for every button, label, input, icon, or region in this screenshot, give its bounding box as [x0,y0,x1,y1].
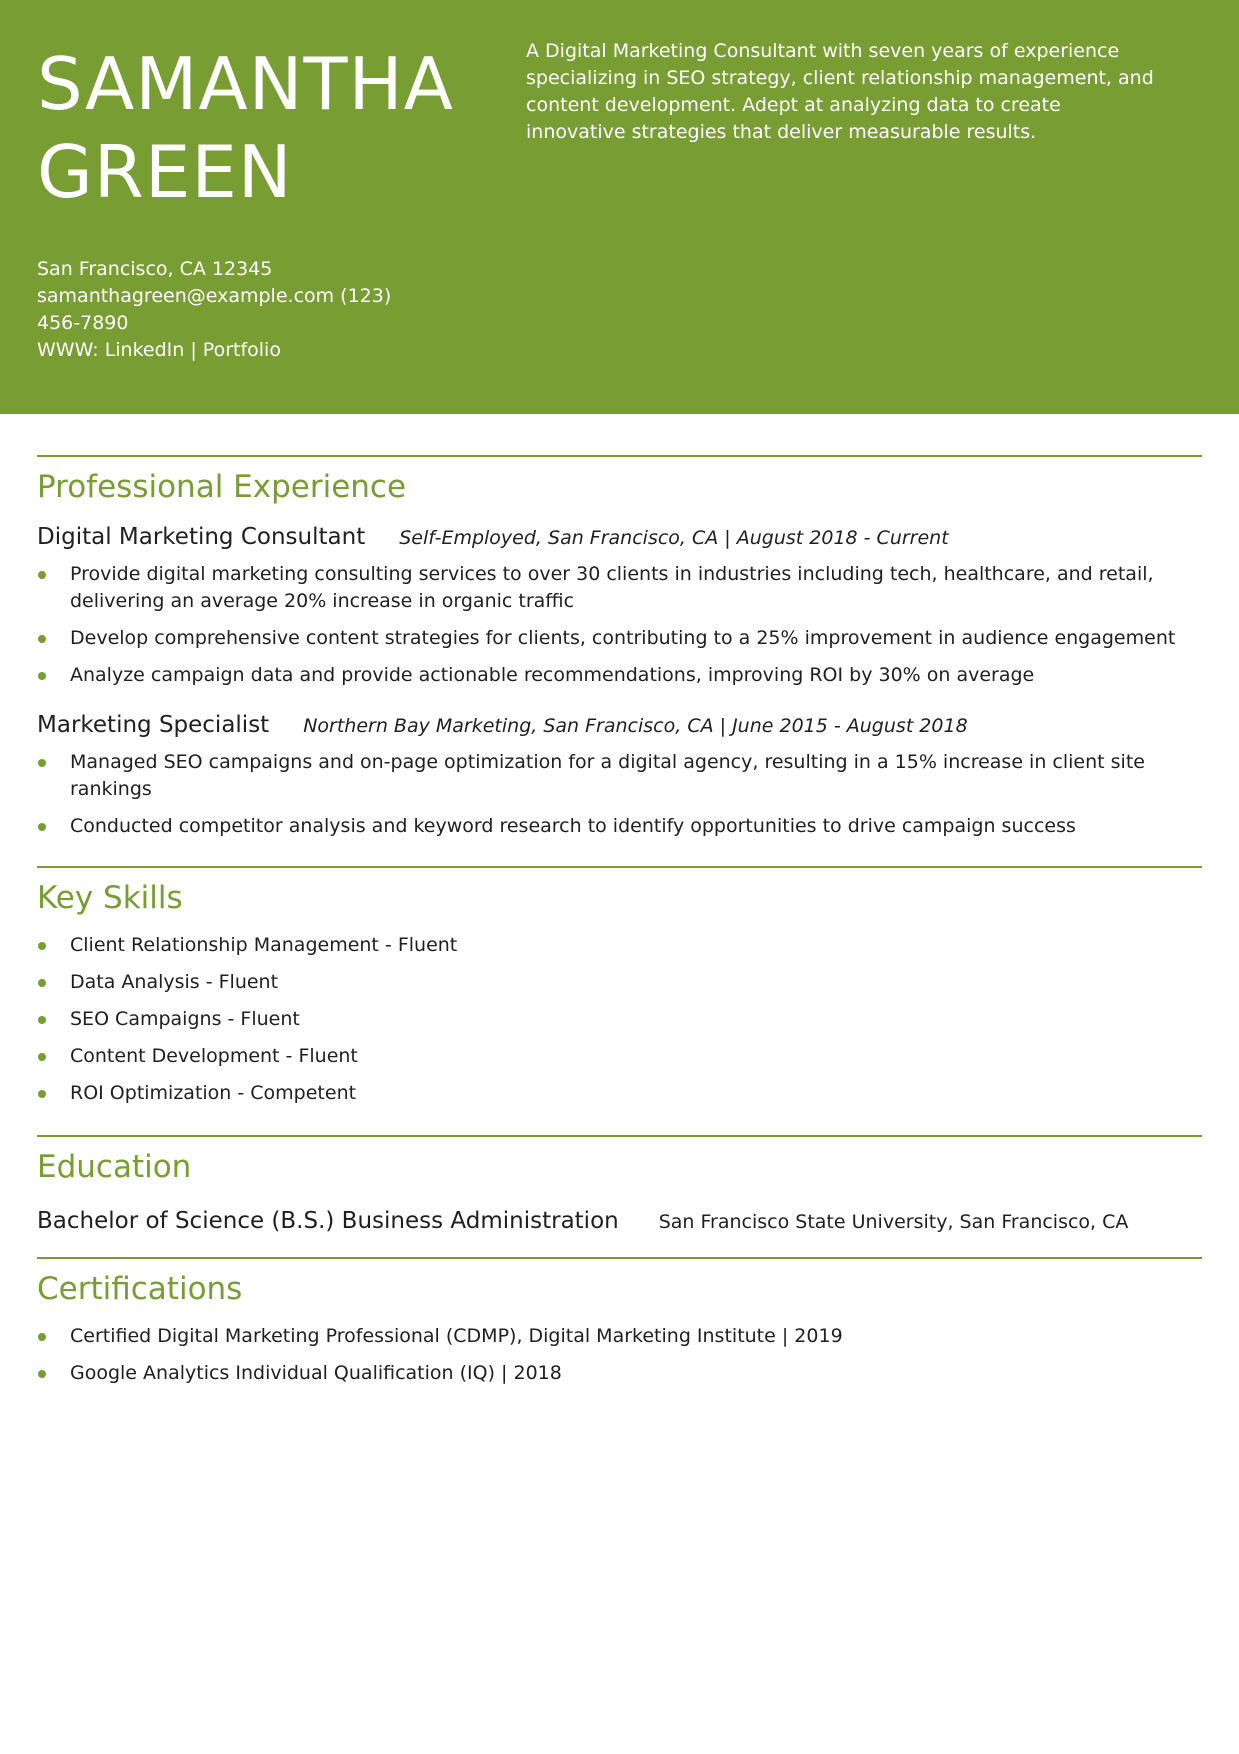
job-title: Digital Marketing Consultant [37,524,366,550]
education-entry [37,1205,1202,1237]
list-item: Develop comprehensive content strategies for clients, contributing to a 25% improvement in audience engagement [37,625,1202,652]
list-item: Provide digital marketing consulting services to over 30 clients in industries including tech, healthcare, and retail, delivering an average 20% increase in organic traffic [37,561,1202,615]
candidate-name [37,40,477,216]
list-item: Client Relationship Management - Fluent [37,932,1202,959]
email-phone: samanthagreen@example.com (123) 456-7890 [37,285,392,334]
last-name: GREEN [37,130,293,214]
list-item: Certified Digital Marketing Professional (CDMP), Digital Marketing Institute | 2019 [37,1323,1202,1350]
job-entry [37,521,1202,689]
skills-section [37,866,1202,1135]
list-item: Managed SEO campaigns and on-page optimization for a digital agency, resulting in a 15% increase in client site rankings [37,749,1202,803]
resume-header [0,0,1239,414]
first-name: SAMANTHA [37,42,454,126]
section-title: Certifications [37,1271,243,1307]
contact-info [37,256,397,364]
certifications-list [37,1323,1202,1387]
section-title: Professional Experience [37,469,407,505]
list-item: SEO Campaigns - Fluent [37,1006,1202,1033]
skills-list [37,932,1202,1107]
school: San Francisco State University, San Francisco, CA [658,1211,1129,1233]
experience-section [37,455,1202,866]
professional-summary: A Digital Marketing Consultant with seven years of experience specializing in SEO strategy, client relationship management, and content development. Adept at analyzing data to create innovative strategies that deliver measurable results. [526,40,1154,143]
list-item: ROI Optimization - Competent [37,1080,1202,1107]
list-item: Google Analytics Individual Qualification (IQ) | 2018 [37,1360,1202,1387]
job-meta: Self-Employed, San Francisco, CA | August 2018 - Current [399,527,949,549]
resume-body [37,455,1202,1397]
job-entry [37,709,1202,840]
list-item: Conducted competitor analysis and keyword research to identify opportunities to drive campaign success [37,813,1202,840]
job-bullets [37,749,1202,840]
list-item: Data Analysis - Fluent [37,969,1202,996]
job-title: Marketing Specialist [37,712,270,738]
section-title: Education [37,1149,192,1185]
list-item: Content Development - Fluent [37,1043,1202,1070]
degree: Bachelor of Science (B.S.) Business Administration [37,1208,619,1234]
certifications-section [37,1257,1202,1387]
education-section [37,1135,1202,1257]
section-title: Key Skills [37,880,183,916]
job-meta: Northern Bay Marketing, San Francisco, CA | June 2015 - August 2018 [303,715,968,737]
job-bullets [37,561,1202,689]
list-item: Analyze campaign data and provide actionable recommendations, improving ROI by 30% on average [37,662,1202,689]
web-links: WWW: LinkedIn | Portfolio [37,339,281,361]
address: San Francisco, CA 12345 [37,258,273,280]
